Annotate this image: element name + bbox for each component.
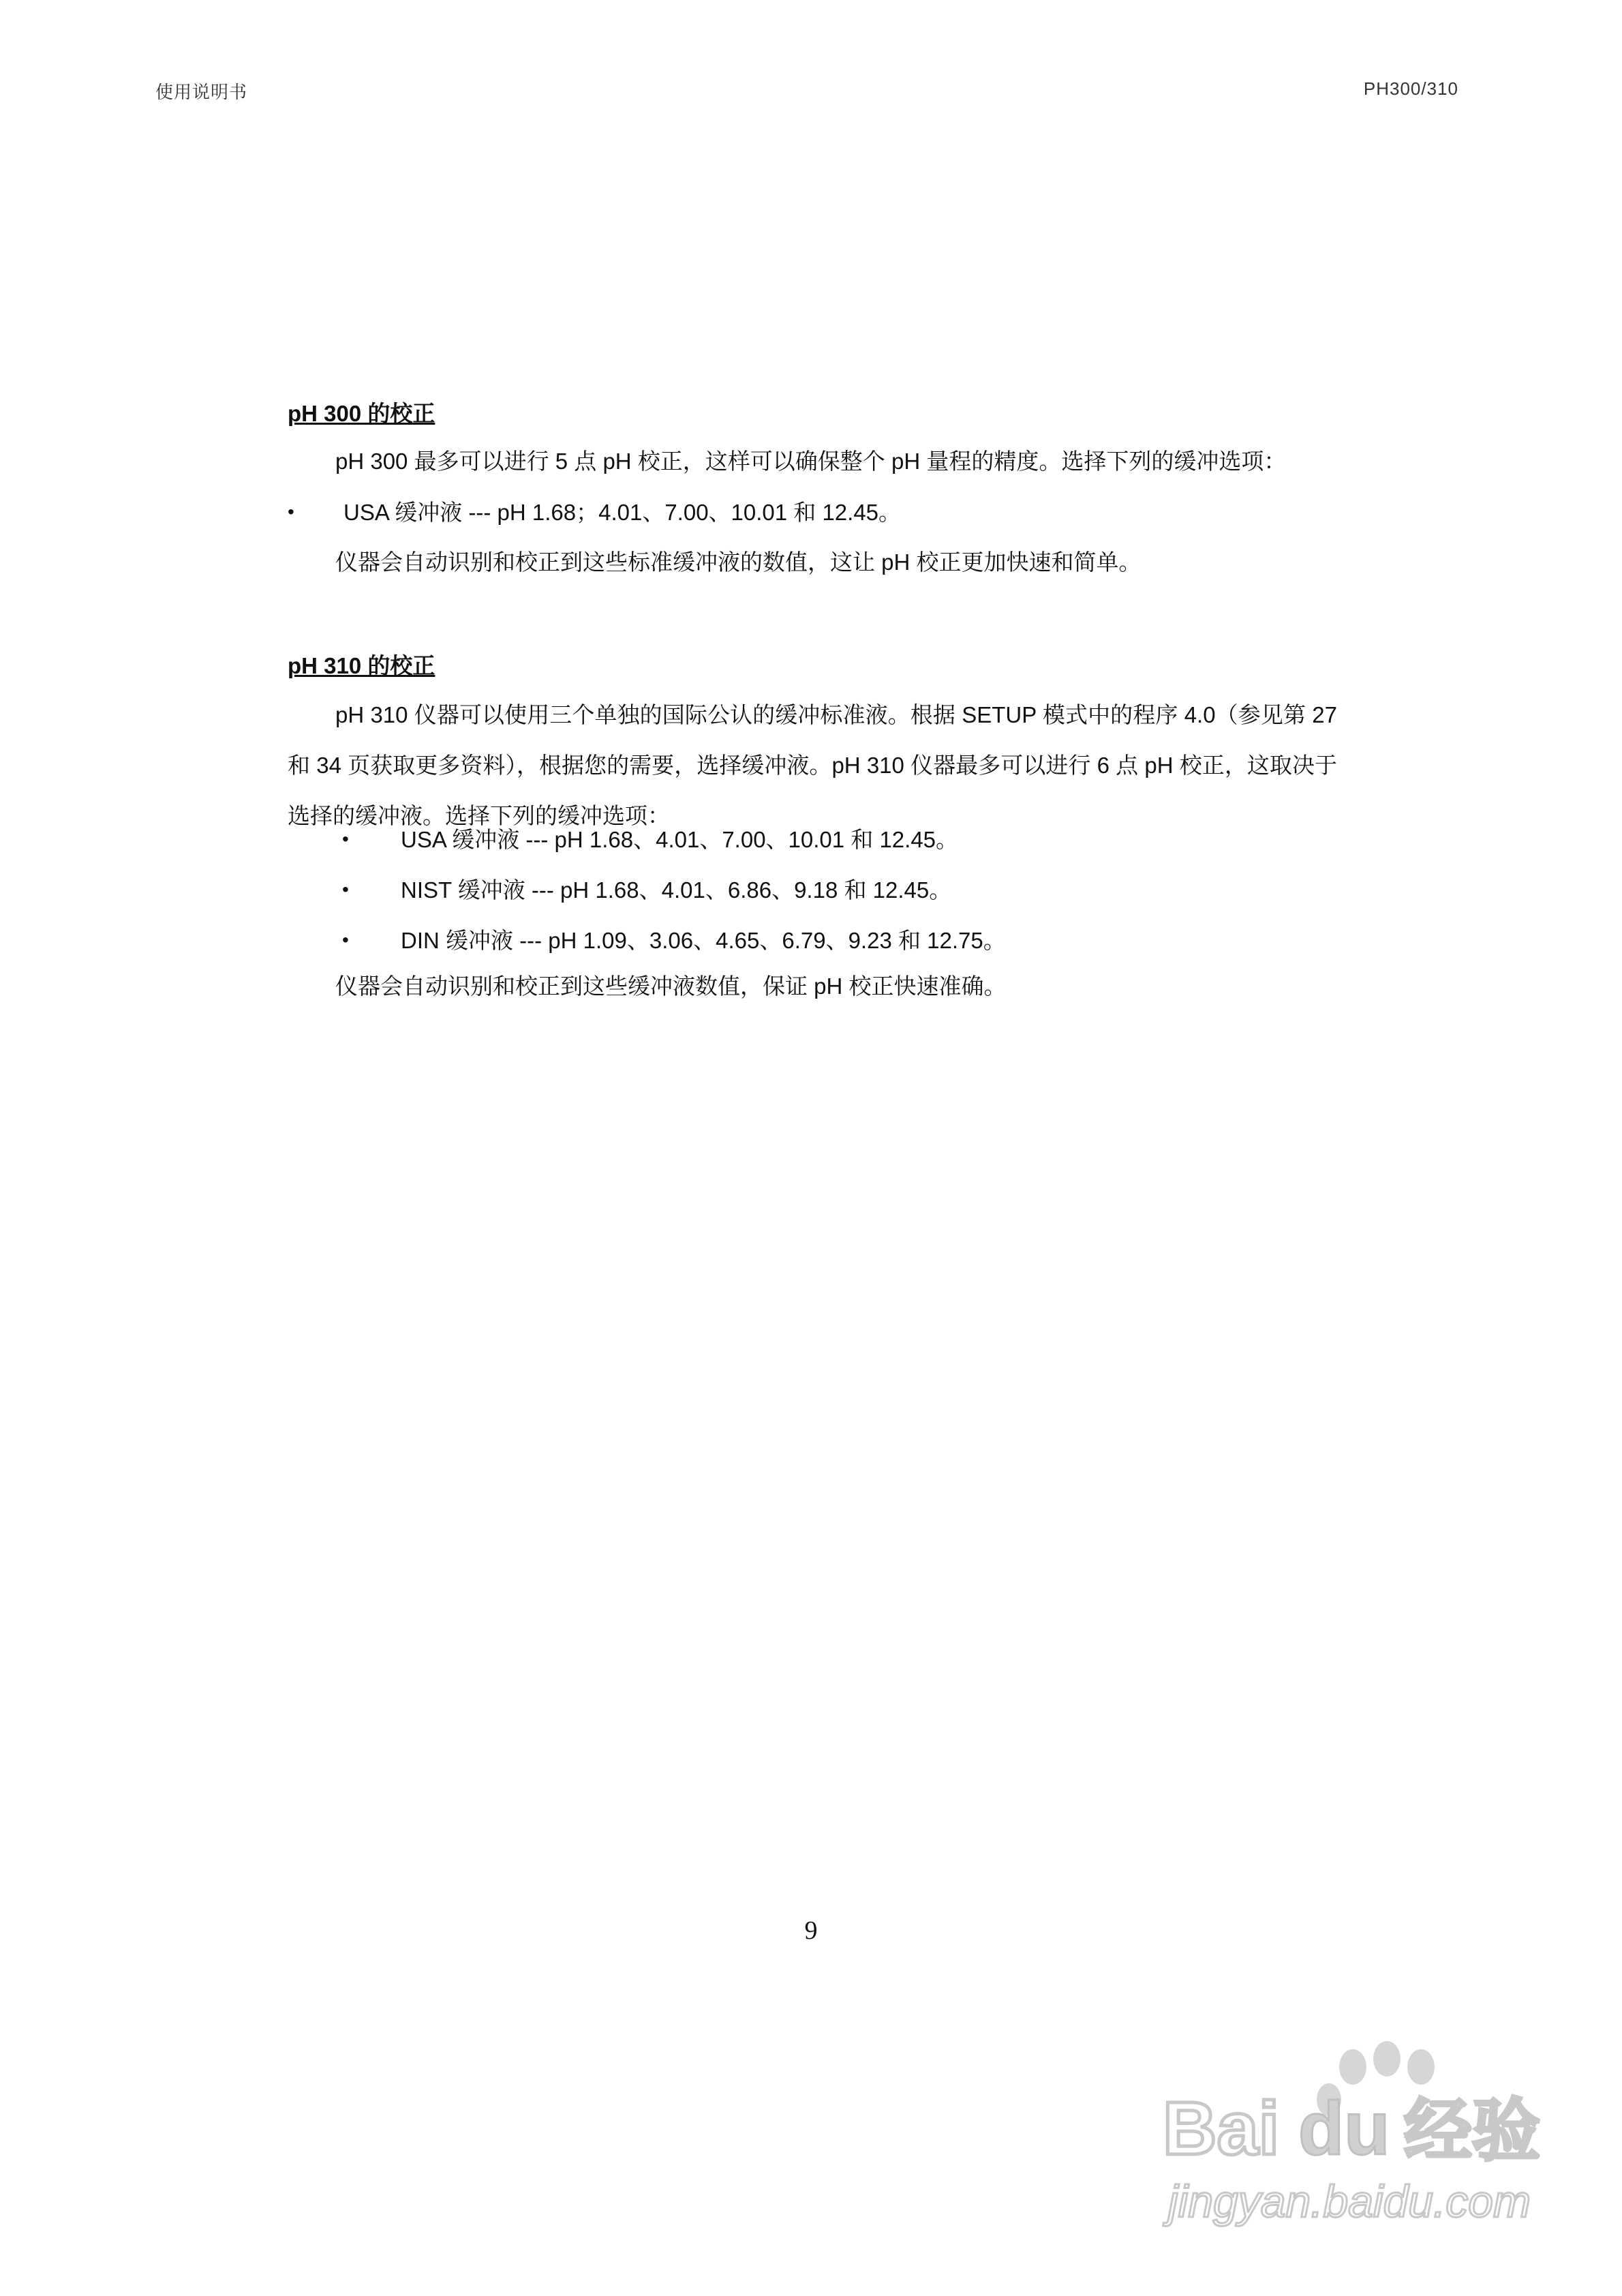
bullet-icon: • bbox=[288, 501, 294, 522]
section-ph310-intro: pH 310 仪器可以使用三个单独的国际公认的缓冲标准液。根据 SETUP 模式中的程序 4.0（参见第 27 和 34 页获取更多资料），根据您的需要，选择缓冲液。pH 310 仪器最多可以进行 6 点 pH 校正，这取决于选择的缓冲液。选择下列的缓冲选项： bbox=[288, 702, 1337, 828]
section-ph300-intro: pH 300 最多可以进行 5 点 pH 校正，这样可以确保整个 pH 量程的精度。选择下列的缓冲选项： bbox=[335, 449, 1287, 474]
header-right-model: PH300/310 bbox=[1363, 78, 1458, 99]
bullet-text: USA 缓冲液 --- pH 1.68；4.01、7.00、10.01 和 12.45。 bbox=[343, 500, 902, 525]
header-left-title: 使用说明书 bbox=[155, 82, 248, 102]
bullet-text: DIN 缓冲液 --- pH 1.09、3.06、4.65、6.79、9.23 和 12.75。 bbox=[401, 928, 1006, 953]
watermark-jingyan-text: 经验 bbox=[1404, 2091, 1540, 2171]
section-ph300-title: pH 300 的校正 bbox=[288, 401, 435, 426]
section-ph310-intro-wrap bbox=[288, 690, 1337, 841]
section-ph300-outro-wrap bbox=[288, 551, 1351, 573]
bullet-text: NIST 缓冲液 --- pH 1.68、4.01、6.86、9.18 和 12.45。 bbox=[401, 877, 952, 903]
bullet-icon: • bbox=[342, 929, 349, 950]
section-ph310-bullet-list bbox=[288, 828, 1351, 954]
list-item bbox=[288, 501, 1351, 526]
paw-toe-icon bbox=[1373, 2041, 1401, 2076]
page-number: 9 bbox=[804, 1916, 818, 1945]
section-ph310-outro-wrap bbox=[288, 975, 1351, 997]
paw-toe-icon bbox=[1339, 2049, 1366, 2085]
list-item bbox=[288, 879, 1351, 903]
watermark-url-text: jingyan.baidu.com bbox=[1168, 2176, 1531, 2226]
bullet-icon: • bbox=[342, 879, 349, 900]
section-ph300 bbox=[288, 402, 1351, 425]
bullet-text: USA 缓冲液 --- pH 1.68、4.01、7.00、10.01 和 12.45。 bbox=[401, 827, 959, 852]
paw-toe-icon bbox=[1407, 2049, 1435, 2085]
section-ph300-bullet-list bbox=[288, 501, 1351, 526]
section-ph310-outro: 仪器会自动识别和校正到这些缓冲液数值，保证 pH 校正快速准确。 bbox=[335, 973, 1007, 999]
watermark-brand-text: Bai bbox=[1163, 2087, 1280, 2171]
section-ph310 bbox=[288, 654, 1351, 677]
list-item bbox=[288, 929, 1351, 954]
watermark-du-text: du bbox=[1298, 2087, 1390, 2171]
section-ph310-title: pH 310 的校正 bbox=[288, 653, 435, 678]
list-item bbox=[288, 828, 1351, 853]
section-ph300-outro: 仪器会自动识别和校正到这些标准缓冲液的数值，这让 pH 校正更加快速和简单。 bbox=[335, 549, 1142, 575]
bullet-icon: • bbox=[342, 828, 349, 849]
baidu-jingyan-watermark bbox=[1159, 2038, 1567, 2236]
section-ph300-intro-wrap bbox=[288, 450, 1351, 472]
